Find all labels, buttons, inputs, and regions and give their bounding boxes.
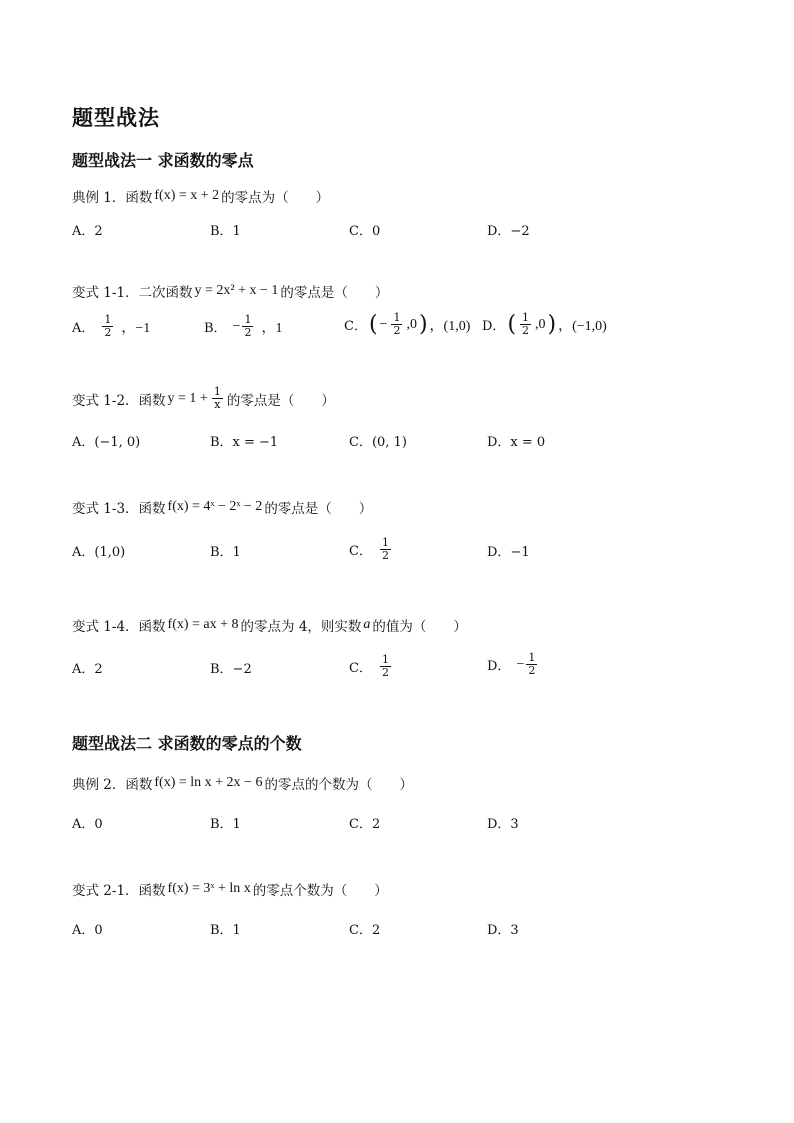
- option-label: D．: [482, 319, 506, 334]
- fraction-denominator: 2: [528, 664, 536, 677]
- fraction-denominator: 2: [244, 326, 252, 339]
- minus-sign: −: [516, 656, 525, 672]
- formula: y = 2x² + x − 1: [194, 283, 279, 298]
- question-suffix: 的零点是（ ）: [264, 501, 373, 517]
- question-prefix: 变式 1-4．函数: [72, 619, 166, 635]
- option-d: [482, 312, 607, 337]
- option-b: [204, 314, 282, 339]
- fraction: [380, 537, 391, 562]
- fraction-denominator: x: [214, 398, 221, 411]
- option-b: B．1: [210, 224, 241, 239]
- fraction: [391, 312, 402, 337]
- coordinate-tail: ,0: [406, 316, 417, 332]
- option-d: D．−2: [487, 224, 530, 239]
- question-suffix: 的值为（ ）: [372, 619, 467, 635]
- fraction-numerator: 1: [213, 385, 221, 398]
- close-paren: ): [547, 311, 557, 337]
- fraction-denominator: 2: [381, 549, 389, 562]
- option-b: B．1: [210, 545, 241, 560]
- minus-sign: −: [232, 318, 241, 334]
- option-a: A．2: [72, 224, 103, 239]
- option-rest: ，−1: [121, 320, 151, 336]
- question-example-2: [72, 773, 413, 793]
- option-c: C．(0, 1): [349, 435, 407, 450]
- close-paren: ): [418, 311, 428, 337]
- option-d: D．3: [487, 923, 519, 938]
- option-label: B．: [204, 321, 227, 336]
- question-variant-1-3: [72, 497, 372, 517]
- fraction-denominator: 2: [393, 324, 401, 337]
- fraction: [380, 654, 391, 679]
- question-prefix: 变式 2-1．函数: [72, 883, 166, 899]
- option-rest: ，1: [261, 320, 283, 336]
- question-suffix: 的零点的个数为（ ）: [264, 777, 413, 793]
- option-d: [487, 652, 539, 677]
- option-d: D．x = 0: [487, 435, 546, 450]
- option-a: [72, 314, 150, 339]
- fraction: [212, 386, 223, 411]
- coordinate-tail: ,0: [535, 316, 546, 332]
- page-title: 题型战法: [72, 106, 160, 130]
- option-label: D．: [487, 659, 511, 674]
- question-variant-1-2: [72, 386, 335, 411]
- fraction-numerator: 1: [381, 536, 389, 549]
- minus-sign: −: [379, 316, 388, 332]
- question-prefix: 典例 2．函数: [72, 777, 153, 793]
- option-c: C．2: [349, 817, 381, 832]
- question-suffix: 的零点为（ ）: [221, 190, 330, 206]
- open-paren: (: [368, 311, 378, 337]
- option-b: B．1: [210, 817, 241, 832]
- option-c: C．0: [349, 224, 381, 239]
- variable: a: [363, 617, 371, 632]
- option-label: C．: [349, 544, 372, 559]
- option-c: [349, 537, 393, 562]
- question-prefix: 变式 1-1．二次函数: [72, 285, 193, 301]
- option-a: A．0: [72, 923, 103, 938]
- formula: f(x) = 3ˣ + ln x: [167, 881, 251, 896]
- fraction-numerator: 1: [393, 311, 401, 324]
- option-a: A．2: [72, 662, 103, 677]
- option-a: A．0: [72, 817, 103, 832]
- option-b: B．x = −1: [210, 435, 279, 450]
- section-heading-1: 题型战法一 求函数的零点: [72, 151, 254, 170]
- section-heading-2: 题型战法二 求函数的零点的个数: [72, 734, 302, 753]
- question-mid: 的零点为 4，则实数: [240, 619, 362, 635]
- option-rest: ，(−1,0): [558, 318, 607, 334]
- option-label: A．: [72, 321, 95, 336]
- question-suffix: 的零点个数为（ ）: [252, 883, 388, 899]
- option-a: A．(1,0): [72, 545, 126, 560]
- option-d: D．3: [487, 817, 519, 832]
- fraction: [242, 314, 253, 339]
- question-example-1: [72, 186, 329, 206]
- question-suffix: 的零点是（ ）: [226, 392, 335, 409]
- option-rest: ，(1,0): [429, 318, 471, 334]
- question-prefix: 变式 1-3．函数: [72, 501, 166, 517]
- option-a: A．(−1, 0): [72, 435, 141, 450]
- fraction: [520, 312, 531, 337]
- fraction: [102, 314, 113, 339]
- formula: f(x) = x + 2: [154, 188, 220, 203]
- formula: f(x) = ln x + 2x − 6: [154, 775, 263, 790]
- question-variant-1-4: [72, 615, 467, 635]
- option-label: C．: [349, 661, 372, 676]
- fraction-denominator: 2: [104, 326, 112, 339]
- fraction-numerator: 1: [522, 311, 530, 324]
- open-paren: (: [507, 311, 517, 337]
- fraction-numerator: 1: [244, 313, 252, 326]
- question-variant-2-1: [72, 879, 388, 899]
- option-b: B．−2: [210, 662, 252, 677]
- fraction: [526, 652, 537, 677]
- option-d: D．−1: [487, 545, 530, 560]
- option-c: [344, 312, 470, 337]
- formula: f(x) = 4ˣ − 2ˣ − 2: [167, 499, 263, 514]
- option-c: C．2: [349, 923, 381, 938]
- option-b: B．1: [210, 923, 241, 938]
- fraction-numerator: 1: [528, 651, 536, 664]
- option-c: [349, 654, 393, 679]
- fraction-numerator: 1: [381, 653, 389, 666]
- question-variant-1-1: [72, 281, 388, 301]
- formula: f(x) = ax + 8: [167, 617, 239, 632]
- formula: y = 1 +: [167, 390, 208, 406]
- fraction-denominator: 2: [522, 324, 530, 337]
- question-prefix: 变式 1-2．函数: [72, 392, 166, 409]
- question-suffix: 的零点是（ ）: [280, 285, 389, 301]
- question-prefix: 典例 1．函数: [72, 190, 153, 206]
- fraction-numerator: 1: [104, 313, 112, 326]
- option-label: C．: [344, 319, 367, 334]
- fraction-denominator: 2: [381, 666, 389, 679]
